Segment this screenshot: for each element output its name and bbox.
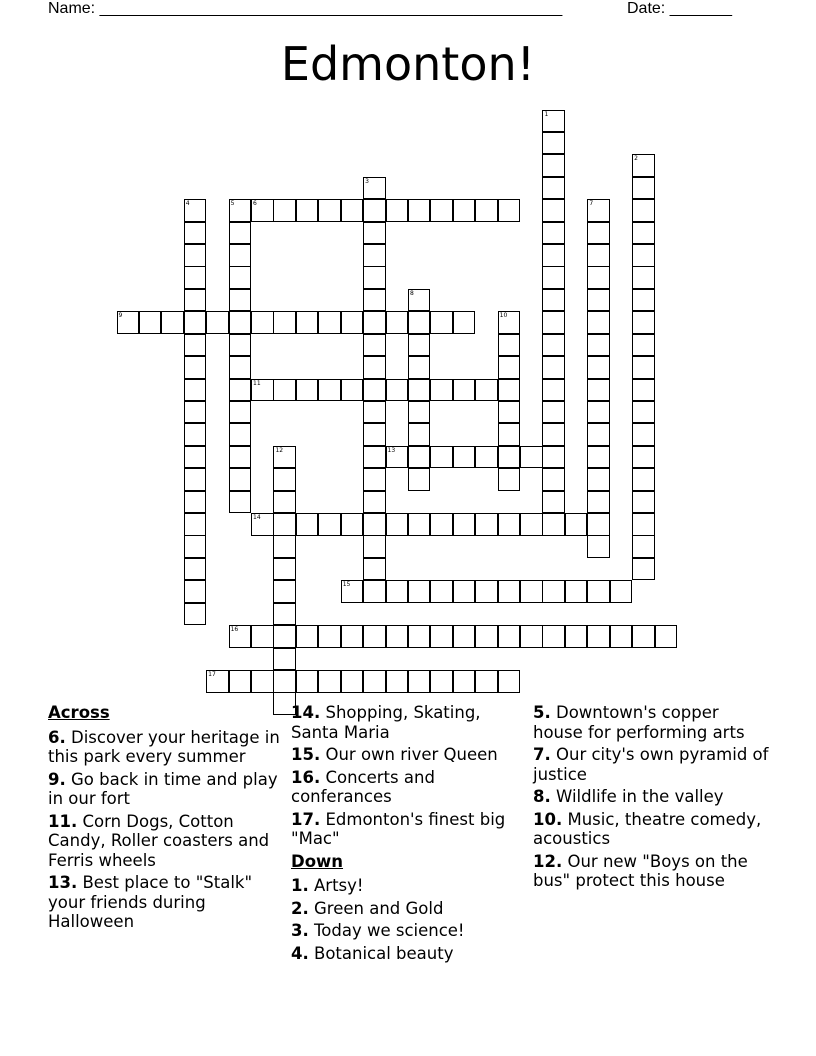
- grid-cell[interactable]: [498, 334, 521, 357]
- grid-cell[interactable]: [363, 356, 386, 379]
- grid-cell[interactable]: [498, 423, 521, 446]
- grid-cell[interactable]: [408, 289, 431, 312]
- grid-cell[interactable]: [498, 401, 521, 424]
- grid-cell[interactable]: [475, 625, 498, 648]
- grid-cell[interactable]: [386, 625, 409, 648]
- grid-cell[interactable]: [408, 580, 431, 603]
- down-clue-5: 5. Downtown's copper house for performing arts: [533, 703, 745, 742]
- grid-cell[interactable]: [273, 379, 296, 402]
- grid-cell[interactable]: [363, 199, 386, 222]
- across-clue-17: 17. Edmonton's finest big "Mac": [291, 809, 506, 848]
- grid-cell[interactable]: [587, 491, 610, 514]
- grid-cell[interactable]: [386, 311, 409, 334]
- grid-cell[interactable]: [318, 513, 341, 536]
- grid-cell[interactable]: [229, 244, 252, 267]
- grid-cell[interactable]: [542, 244, 565, 267]
- grid-cell[interactable]: [542, 154, 565, 177]
- grid-cell[interactable]: [229, 289, 252, 312]
- grid-cell[interactable]: [632, 535, 655, 558]
- grid-cell[interactable]: [229, 334, 252, 357]
- grid-cell[interactable]: [587, 401, 610, 424]
- grid-cell[interactable]: [386, 670, 409, 693]
- grid-cell[interactable]: [229, 625, 252, 648]
- clue-number: 10: [499, 312, 508, 320]
- grid-cell[interactable]: [363, 670, 386, 693]
- grid-cell[interactable]: [587, 535, 610, 558]
- grid-cell[interactable]: [587, 446, 610, 469]
- grid-cell[interactable]: [453, 670, 476, 693]
- grid-cell[interactable]: [587, 289, 610, 312]
- grid-cell[interactable]: [273, 625, 296, 648]
- grid-cell[interactable]: [229, 379, 252, 402]
- grid-cell[interactable]: [229, 468, 252, 491]
- grid-cell[interactable]: [229, 356, 252, 379]
- grid-cell[interactable]: [430, 199, 453, 222]
- grid-cell[interactable]: [363, 401, 386, 424]
- grid-cell[interactable]: [498, 356, 521, 379]
- grid-cell[interactable]: [341, 625, 364, 648]
- grid-cell[interactable]: [318, 625, 341, 648]
- grid-cell[interactable]: [251, 311, 274, 334]
- clue-number: 15: [342, 581, 351, 589]
- grid-cell[interactable]: [587, 625, 610, 648]
- grid-cell[interactable]: [632, 558, 655, 581]
- grid-cell[interactable]: [542, 266, 565, 289]
- grid-cell[interactable]: [632, 289, 655, 312]
- grid-cell[interactable]: [408, 379, 431, 402]
- grid-cell[interactable]: [565, 625, 588, 648]
- grid-cell[interactable]: [363, 177, 386, 200]
- grid-cell[interactable]: [632, 334, 655, 357]
- grid-cell[interactable]: [341, 199, 364, 222]
- grid-cell[interactable]: [542, 401, 565, 424]
- grid-cell[interactable]: [318, 670, 341, 693]
- grid-cell[interactable]: [363, 625, 386, 648]
- grid-cell[interactable]: [587, 199, 610, 222]
- grid-cell[interactable]: [363, 311, 386, 334]
- grid-cell[interactable]: [206, 311, 229, 334]
- grid-cell[interactable]: [542, 222, 565, 245]
- grid-cell[interactable]: [632, 356, 655, 379]
- grid-cell[interactable]: [498, 625, 521, 648]
- grid-cell[interactable]: [184, 244, 207, 267]
- grid-cell[interactable]: [273, 311, 296, 334]
- grid-cell[interactable]: [229, 311, 252, 334]
- grid-cell[interactable]: [184, 356, 207, 379]
- across-heading: Across: [48, 703, 110, 722]
- across-clue-14: 14. Shopping, Skating, Santa Maria: [291, 703, 481, 742]
- grid-cell[interactable]: [632, 311, 655, 334]
- grid-cell[interactable]: [542, 423, 565, 446]
- grid-cell[interactable]: [475, 446, 498, 469]
- grid-cell[interactable]: [273, 670, 296, 693]
- grid-cell[interactable]: [273, 199, 296, 222]
- grid-cell[interactable]: [542, 132, 565, 155]
- grid-cell[interactable]: [229, 266, 252, 289]
- grid-cell[interactable]: [184, 468, 207, 491]
- grid-cell[interactable]: [206, 670, 229, 693]
- grid-cell[interactable]: [587, 244, 610, 267]
- grid-cell[interactable]: [542, 379, 565, 402]
- grid-cell[interactable]: [386, 580, 409, 603]
- grid-cell[interactable]: [273, 535, 296, 558]
- clue-number: 8: [409, 289, 414, 297]
- grid-cell[interactable]: [430, 379, 453, 402]
- grid-cell[interactable]: [542, 491, 565, 514]
- grid-cell[interactable]: [542, 625, 565, 648]
- puzzle-title: Edmonton!: [280, 37, 536, 91]
- clue-number: 12: [275, 446, 284, 454]
- grid-cell[interactable]: [229, 670, 252, 693]
- down-clue-1: 1. Artsy!: [291, 876, 364, 895]
- grid-cell[interactable]: [363, 468, 386, 491]
- grid-cell[interactable]: [341, 379, 364, 402]
- across-clue-16: 16. Concerts and conferances: [291, 767, 435, 806]
- clue-number: 7: [589, 200, 594, 208]
- down-clue-4: 4. Botanical beauty: [291, 943, 454, 963]
- grid-cell[interactable]: [498, 446, 521, 469]
- grid-cell[interactable]: [498, 513, 521, 536]
- across-clue-15: 15. Our own river Queen: [291, 745, 498, 764]
- across-clue-11: 11. Corn Dogs, Cotton Candy, Roller coasters and Ferris wheels: [48, 811, 270, 870]
- grid-cell[interactable]: [587, 356, 610, 379]
- grid-cell[interactable]: [453, 311, 476, 334]
- grid-cell[interactable]: [408, 334, 431, 357]
- grid-cell[interactable]: [341, 670, 364, 693]
- grid-cell[interactable]: [408, 423, 431, 446]
- clue-number: 3: [365, 177, 369, 185]
- grid-cell[interactable]: [587, 222, 610, 245]
- grid-cell[interactable]: [229, 401, 252, 424]
- grid-cell[interactable]: [184, 222, 207, 245]
- grid-cell[interactable]: [386, 513, 409, 536]
- grid-cell[interactable]: [184, 379, 207, 402]
- grid-cell[interactable]: [363, 244, 386, 267]
- grid-cell[interactable]: [273, 491, 296, 514]
- date-line: _______: [669, 0, 732, 17]
- grid-cell[interactable]: [273, 603, 296, 626]
- grid-cell[interactable]: [117, 311, 140, 334]
- down-clue-12: 12. Our new "Boys on the bus" protect this house: [533, 851, 748, 890]
- down-heading: Down: [291, 851, 344, 871]
- clue-number: 13: [387, 446, 396, 454]
- grid-cell[interactable]: [363, 222, 386, 245]
- grid-cell[interactable]: [498, 311, 521, 334]
- grid-cell[interactable]: [542, 110, 565, 133]
- grid-cell[interactable]: [542, 177, 565, 200]
- down-clue-3: 3. Today we science!: [291, 921, 465, 940]
- grid-cell[interactable]: [273, 648, 296, 671]
- grid-cell[interactable]: [542, 289, 565, 312]
- grid-cell[interactable]: [520, 625, 543, 648]
- grid-cell[interactable]: [184, 289, 207, 312]
- clue-number: 17: [208, 671, 216, 678]
- grid-cell[interactable]: [363, 535, 386, 558]
- grid-cell[interactable]: [565, 513, 588, 536]
- grid-cell[interactable]: [296, 311, 319, 334]
- name-line: ____________________________________________________: [99, 0, 563, 17]
- name-label: Name:: [48, 0, 96, 17]
- grid-cell[interactable]: [184, 446, 207, 469]
- grid-cell[interactable]: [161, 311, 184, 334]
- grid-cell[interactable]: [587, 266, 610, 289]
- grid-cell[interactable]: [251, 625, 274, 648]
- grid-cell[interactable]: [610, 580, 633, 603]
- grid-cell[interactable]: [498, 580, 521, 603]
- grid-cell[interactable]: [341, 580, 364, 603]
- grid-cell[interactable]: [363, 379, 386, 402]
- grid-cell[interactable]: [632, 625, 655, 648]
- grid-cell[interactable]: [251, 199, 274, 222]
- grid-cell[interactable]: [273, 468, 296, 491]
- grid-cell[interactable]: [520, 513, 543, 536]
- grid-cell[interactable]: [229, 199, 252, 222]
- grid-cell[interactable]: [498, 379, 521, 402]
- grid-cell[interactable]: [408, 199, 431, 222]
- down-clue-10: 10. Music, theatre comedy, acoustics: [533, 809, 762, 848]
- grid-cell[interactable]: [475, 379, 498, 402]
- grid-cell[interactable]: [184, 535, 207, 558]
- grid-cell[interactable]: [475, 199, 498, 222]
- grid-cell[interactable]: [341, 513, 364, 536]
- grid-cell[interactable]: [251, 670, 274, 693]
- grid-cell[interactable]: [475, 580, 498, 603]
- grid-cell[interactable]: [632, 423, 655, 446]
- grid-cell[interactable]: [184, 513, 207, 536]
- grid-cell[interactable]: [318, 311, 341, 334]
- grid-cell[interactable]: [408, 401, 431, 424]
- grid-cell[interactable]: [542, 580, 565, 603]
- down-clue-8: 8. Wildlife in the valley: [533, 787, 724, 806]
- grid-cell[interactable]: [632, 491, 655, 514]
- grid-cell[interactable]: [296, 670, 319, 693]
- down-clue-7: 7. Our city's own pyramid of justice: [533, 745, 769, 784]
- grid-cell[interactable]: [363, 558, 386, 581]
- grid-cell[interactable]: [251, 513, 274, 536]
- date-label: Date:: [627, 0, 666, 17]
- across-clue-9: 9. Go back in time and play in our fort: [48, 769, 278, 808]
- grid-cell[interactable]: [430, 670, 453, 693]
- grid-cell[interactable]: [632, 266, 655, 289]
- grid-cell[interactable]: [363, 446, 386, 469]
- clue-column-2: [291, 703, 523, 966]
- grid-cell[interactable]: [453, 513, 476, 536]
- grid-cell[interactable]: [587, 468, 610, 491]
- grid-cell[interactable]: [632, 513, 655, 536]
- grid-cell[interactable]: [363, 491, 386, 514]
- grid-cell[interactable]: [430, 446, 453, 469]
- grid-cell[interactable]: [408, 670, 431, 693]
- grid-cell[interactable]: [587, 513, 610, 536]
- grid-cell[interactable]: [632, 379, 655, 402]
- grid-cell[interactable]: [542, 311, 565, 334]
- across-clue-6: 6. Discover your heritage in this park every summer: [48, 727, 280, 766]
- grid-cell[interactable]: [498, 199, 521, 222]
- grid-cell[interactable]: [475, 670, 498, 693]
- grid-cell[interactable]: [318, 199, 341, 222]
- grid-cell[interactable]: [632, 154, 655, 177]
- grid-cell[interactable]: [610, 625, 633, 648]
- grid-cell[interactable]: [408, 513, 431, 536]
- clue-number: 2: [634, 155, 638, 163]
- grid-cell[interactable]: [498, 468, 521, 491]
- clue-number: 9: [118, 312, 123, 320]
- grid-cell[interactable]: [587, 423, 610, 446]
- grid-cell[interactable]: [542, 199, 565, 222]
- grid-cell[interactable]: [498, 670, 521, 693]
- grid-cell[interactable]: [632, 446, 655, 469]
- grid-cell[interactable]: [408, 625, 431, 648]
- clue-number: 1: [544, 110, 549, 118]
- grid-cell[interactable]: [542, 356, 565, 379]
- grid-cell[interactable]: [318, 379, 341, 402]
- grid-cell[interactable]: [363, 580, 386, 603]
- grid-cell[interactable]: [273, 558, 296, 581]
- grid-cell[interactable]: [251, 379, 274, 402]
- clue-number: 6: [253, 200, 257, 208]
- grid-cell[interactable]: [386, 446, 409, 469]
- grid-cell[interactable]: [632, 401, 655, 424]
- grid-cell[interactable]: [587, 580, 610, 603]
- clue-column-3: [533, 703, 773, 894]
- grid-cell[interactable]: [565, 580, 588, 603]
- grid-cell[interactable]: [453, 580, 476, 603]
- grid-cell[interactable]: [184, 334, 207, 357]
- grid-cell[interactable]: [296, 513, 319, 536]
- grid-cell[interactable]: [386, 379, 409, 402]
- grid-cell[interactable]: [363, 266, 386, 289]
- grid-cell[interactable]: [273, 446, 296, 469]
- grid-cell[interactable]: [184, 311, 207, 334]
- grid-cell[interactable]: [296, 199, 319, 222]
- grid-cell[interactable]: [520, 580, 543, 603]
- grid-cell[interactable]: [363, 513, 386, 536]
- grid-cell[interactable]: [655, 625, 678, 648]
- grid-cell[interactable]: [408, 446, 431, 469]
- grid-cell[interactable]: [632, 199, 655, 222]
- grid-cell[interactable]: [229, 446, 252, 469]
- grid-cell[interactable]: [408, 468, 431, 491]
- grid-cell[interactable]: [542, 334, 565, 357]
- grid-cell[interactable]: [453, 199, 476, 222]
- grid-cell[interactable]: [296, 625, 319, 648]
- grid-cell[interactable]: [184, 558, 207, 581]
- grid-cell[interactable]: [184, 423, 207, 446]
- grid-cell[interactable]: [587, 379, 610, 402]
- grid-cell[interactable]: [229, 491, 252, 514]
- grid-cell[interactable]: [520, 446, 543, 469]
- grid-cell[interactable]: [341, 311, 364, 334]
- grid-cell[interactable]: [184, 491, 207, 514]
- grid-cell[interactable]: [184, 266, 207, 289]
- grid-cell[interactable]: [453, 446, 476, 469]
- clue-number: 4: [185, 200, 190, 208]
- grid-cell[interactable]: [542, 446, 565, 469]
- grid-cell[interactable]: [408, 311, 431, 334]
- date-field[interactable]: [627, 0, 732, 18]
- clue-number: 11: [253, 379, 261, 387]
- clue-number: 16: [230, 626, 239, 634]
- grid-cell[interactable]: [632, 177, 655, 200]
- grid-cell[interactable]: [273, 513, 296, 536]
- grid-cell[interactable]: [139, 311, 162, 334]
- grid-cell[interactable]: [296, 379, 319, 402]
- grid-cell[interactable]: [587, 311, 610, 334]
- grid-cell[interactable]: [430, 625, 453, 648]
- grid-cell[interactable]: [632, 468, 655, 491]
- grid-cell[interactable]: [430, 580, 453, 603]
- grid-cell[interactable]: [363, 289, 386, 312]
- across-clue-13: 13. Best place to "Stalk" your friends during Halloween: [48, 873, 253, 931]
- grid-cell[interactable]: [229, 423, 252, 446]
- grid-cell[interactable]: [453, 625, 476, 648]
- grid-cell[interactable]: [184, 401, 207, 424]
- grid-cell[interactable]: [587, 334, 610, 357]
- grid-cell[interactable]: [632, 244, 655, 267]
- grid-cell[interactable]: [453, 379, 476, 402]
- grid-cell[interactable]: [430, 513, 453, 536]
- grid-cell[interactable]: [184, 199, 207, 222]
- down-clue-2: 2. Green and Gold: [291, 898, 444, 918]
- clue-number: 5: [230, 200, 235, 208]
- grid-cell[interactable]: [229, 222, 252, 245]
- clue-number: 14: [253, 514, 261, 522]
- grid-cell[interactable]: [542, 513, 565, 536]
- grid-cell[interactable]: [363, 423, 386, 446]
- clue-column-1: [48, 703, 280, 935]
- grid-cell[interactable]: [408, 356, 431, 379]
- grid-cell[interactable]: [363, 334, 386, 357]
- grid-cell[interactable]: [475, 513, 498, 536]
- grid-cell[interactable]: [632, 222, 655, 245]
- grid-cell[interactable]: [184, 580, 207, 603]
- grid-cell[interactable]: [273, 580, 296, 603]
- grid-cell[interactable]: [430, 311, 453, 334]
- grid-cell[interactable]: [184, 603, 207, 626]
- grid-cell[interactable]: [386, 199, 409, 222]
- name-field[interactable]: [48, 0, 562, 18]
- grid-cell[interactable]: [542, 468, 565, 491]
